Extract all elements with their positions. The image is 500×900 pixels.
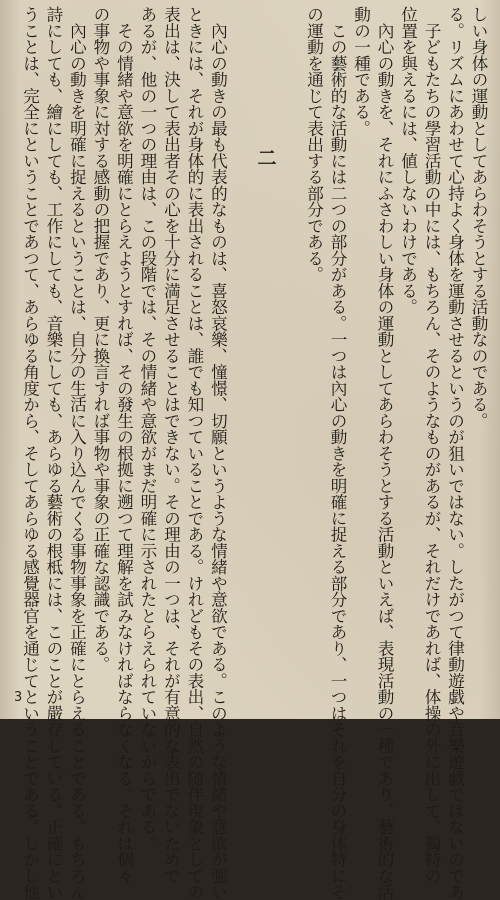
text-column: 子どもたちの學習活動の中には、もちろん、そのようなものがあるが、それだけであれば、体操の外に出して、獨特の bbox=[422, 6, 442, 884]
text-column: 表出は、決して表出者その心を十分に満足させることはできない。その理由の一つは、それが有意的な表出でないためで bbox=[161, 6, 181, 884]
section-heading: 二 bbox=[254, 148, 277, 167]
text-column: 位置を與えるには、値しないわけである。 bbox=[398, 6, 418, 315]
text-column: 動の一種である。 bbox=[351, 6, 371, 136]
text-column: その情緒や意欲を明確にとらえようとすれば、その發生の根拠に遡つて理解を試みなければならなくなる。それは個々 bbox=[114, 6, 134, 884]
text-column: しい身体の運動としてあらわそうとする活動なのである。 bbox=[469, 6, 488, 429]
text-column: ときには、それが身体的に表出されることは、誰でも知つていることである。けれどもその表出、自然の随伴現象としての bbox=[184, 6, 204, 900]
text-column: あるが、他の一つの理由は、この段階では、その情緒や意欲がまだ明確に示されたとらえられていないからである。 bbox=[137, 6, 157, 851]
blank-column bbox=[275, 6, 299, 668]
page-number: 3 bbox=[14, 690, 23, 705]
blank-column bbox=[225, 6, 249, 668]
text-column: 內心の動きを、それにふさわしい身体の運動としてあらわそうとする活動といえば、表現活動の一種であり、藝術的な活 bbox=[375, 6, 395, 900]
text-column: 內心の動きを明確に捉えるということは、自分の生活に入り込んでくる事物事象を正確にとらえることである。もちろん bbox=[67, 6, 87, 900]
text-column: る。リズムにあわせて心持よく身体を運動させるというのが狙いではない。したがつて律動遊戯や音樂遊戯ではないのであ bbox=[445, 6, 465, 900]
text-column: 詩にしても、繪にしても、工作にしても、音樂にしても、あらゆる藝術の根柢には、このことが嚴存している。正確にとい bbox=[43, 6, 63, 900]
text-column: の運動を通じて表出する部分である。 bbox=[304, 6, 324, 283]
vertical-text-block bbox=[14, 6, 488, 900]
text-column: この藝術的な活動には二つの部分がある。一つは內心の動きを明確に捉える部分であり、一つはそれを自分の身体特にそ bbox=[328, 6, 348, 900]
text-column: うことは、完全にということであつて、あらゆる角度から、そしてあらゆる感覺器官を通じてということである。しかし他 bbox=[20, 6, 40, 900]
text-column: 內心の動きの最も代表的なものは、喜怒哀樂、憧憬、切願というような情緒や意欲である。このような情緒や意欲が強い bbox=[208, 6, 228, 900]
text-column: の事物や事象に対する感動の把握であり、更に換言すれば事物や事象の正確な認識である。 bbox=[90, 6, 110, 673]
